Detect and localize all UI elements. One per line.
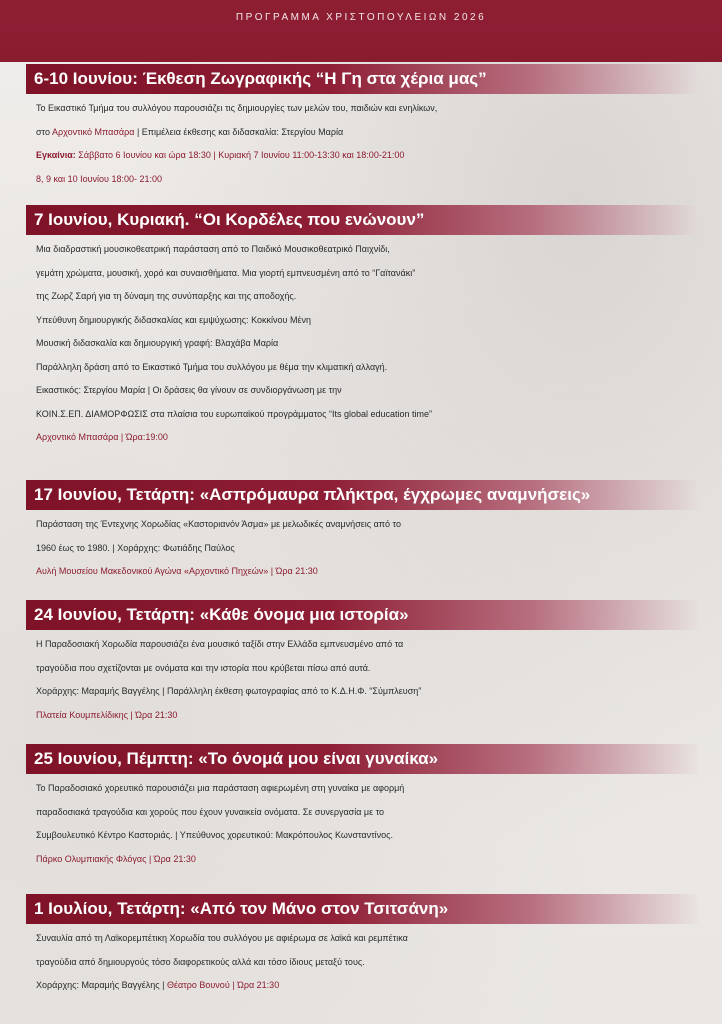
venue-text: Θέατρο Βουνού | Ώρα 21:30: [166, 980, 280, 990]
event-heading: 25 Ιουνίου, Πέμπτη: «Το όνομά μου είναι γυναίκα»: [34, 749, 439, 768]
event-line: [36, 144, 698, 168]
event-description: [26, 924, 698, 998]
event-line: τραγούδια που σχετίζονται με ονόματα και την ιστορία που κρύβεται πίσω από αυτά.: [36, 662, 371, 673]
event-venue: Αυλή Μουσείου Μακεδονικού Αγώνα «Αρχοντικό Πηχεών» | Ώρα 21:30: [36, 566, 318, 576]
event-line: Παράλληλη δράση από το Εικαστικό Τμήμα του συλλόγου με θέμα την κλιματική αλλαγή.: [36, 361, 388, 372]
event-description: [26, 235, 698, 450]
event-heading-bar: [26, 480, 698, 510]
opening-times: Σάββατο 6 Ιουνίου και ώρα 18:30 | Κυριακή 7 Ιουνίου 11:00-13:30 και 18:00-21:00: [75, 150, 405, 160]
opening-label: Εγκαίνια:: [36, 150, 76, 160]
event-section: [26, 894, 698, 998]
event-line: ΚΟΙΝ.Σ.ΕΠ. ΔΙΑΜΟΡΦΩΣΙΣ στα πλαίσια του ευρωπαϊκού προγράμματος “Its global education time”: [36, 408, 433, 419]
event-line: Η Παραδοσιακή Χορωδία παρουσιάζει ένα μουσικό ταξίδι στην Ελλάδα εμπνευσμένο από τα: [36, 639, 404, 649]
event-credits: Χοράρχης: Μαραμής Βαγγέλης |: [36, 980, 167, 990]
event-venue: Πάρκο Ολυμπιακής Φλόγας | Ώρα 21:30: [36, 853, 196, 864]
event-line: [36, 121, 698, 145]
event-heading-bar: [26, 894, 698, 924]
event-line: 1960 έως το 1980. | Χοράρχης: Φωτιάδης Παύλος: [36, 542, 235, 553]
event-line: Μουσική διδασκαλία και δημιουργική γραφή: Βλαχάβα Μαρία: [36, 338, 279, 348]
event-heading-bar: [26, 600, 698, 630]
event-line: [36, 974, 698, 998]
event-section: [26, 480, 698, 584]
event-section: [26, 600, 698, 727]
event-heading-bar: [26, 744, 698, 774]
page-title: ΠΡΟΓΡΑΜΜΑ ΧΡΙΣΤΟΠΟΥΛΕΙΩΝ 2026: [235, 12, 487, 23]
event-line: Παράσταση της Έντεχνης Χορωδίας «Καστοριανόν Άσμα» με μελωδικές αναμνήσεις από το: [36, 519, 401, 529]
event-line: Συμβουλευτικό Κέντρο Καστοριάς. | Υπεύθυνος χορευτικού: Μακρόπουλος Κωνσταντίνος.: [36, 830, 394, 840]
event-heading-bar: [26, 64, 698, 94]
event-description: [26, 630, 698, 727]
event-description: [26, 774, 698, 871]
event-line: Το Εικαστικό Τμήμα του συλλόγου παρουσιάζει τις δημιουργίες των μελών του, παιδιών και ενηλίκων,: [36, 103, 438, 113]
event-credits: | Επιμέλεια έκθεσης και διδασκαλία: Στεργίου Μαρία: [134, 126, 344, 137]
event-section: [26, 205, 698, 450]
title-band: [0, 0, 722, 62]
event-section: [26, 64, 698, 191]
event-heading: 7 Ιουνίου, Κυριακή. “Οι Κορδέλες που ενώνουν”: [34, 210, 425, 229]
event-line: Το Παραδοσιακό χορευτικό παρουσιάζει μια παράσταση αφιερωμένη στη γυναίκα με αφορμή: [36, 783, 405, 793]
event-line: παραδοσιακά τραγούδια και χορούς που έχουν γυναικεία ονόματα. Σε συνεργασία με το: [36, 806, 385, 817]
event-line: της Ζωρζ Σαρή για τη δύναμη της συνύπαρξης και της αποδοχής.: [36, 291, 297, 301]
venue-text: Αρχοντικό Μπασάρα: [52, 126, 135, 137]
event-heading: 6-10 Ιουνίου: Έκθεση Ζωγραφικής “Η Γη στα χέρια μας”: [34, 69, 487, 88]
event-description: [26, 510, 698, 584]
event-line: Χοράρχης: Μαραμής Βαγγέλης | Παράλληλη έκθεση φωτογραφίας από το Κ.Δ.Η.Φ. “Σύμπλευση”: [36, 686, 422, 696]
event-section: [26, 744, 698, 871]
event-line: γεμάτη χρώματα, μουσική, χορό και συναισθήματα. Μια γιορτή εμπνευσμένη από το “Γαϊτανάκι”: [36, 267, 416, 278]
event-line: Εικαστικός: Στεργίου Μαρία | Οι δράσεις θα γίνουν σε συνδιοργάνωση με την: [36, 385, 342, 395]
event-line: 8, 9 και 10 Ιουνίου 18:00- 21:00: [36, 173, 163, 184]
event-line: Υπεύθυνη δημιουργικής διδασκαλίας και εμψύχωσης: Κοκκίνου Μένη: [36, 314, 311, 325]
event-line: Συναυλία από τη Λαϊκορεμπέτικη Χορωδία του συλλόγου με αφιέρωμα σε λαϊκά και ρεμπέτικα: [36, 933, 408, 943]
event-line: Μια διαδραστική μουσικοθεατρική παράσταση από το Παιδικό Μουσικοθεατρικό Παιχνίδι,: [36, 244, 390, 254]
venue-prefix: στο: [36, 126, 52, 137]
event-venue: Πλατεία Κουμπελίδικης | Ώρα 21:30: [36, 709, 178, 720]
event-description: [26, 94, 698, 191]
event-line: τραγούδια από δημιουργούς τόσο διαφορετικούς αλλά και τόσο ίδιους μεταξύ τους.: [36, 956, 365, 967]
event-heading-bar: [26, 205, 698, 235]
event-heading: 17 Ιουνίου, Τετάρτη: «Ασπρόμαυρα πλήκτρα, έγχρωμες αναμνήσεις»: [34, 485, 591, 504]
event-heading: 24 Ιουνίου, Τετάρτη: «Κάθε όνομα μια ιστορία»: [34, 605, 409, 624]
event-venue: Αρχοντικό Μπασάρα | Ώρα:19:00: [36, 432, 168, 442]
event-heading: 1 Ιουλίου, Τετάρτη: «Από τον Μάνο στον Τσιτσάνη»: [34, 899, 449, 918]
